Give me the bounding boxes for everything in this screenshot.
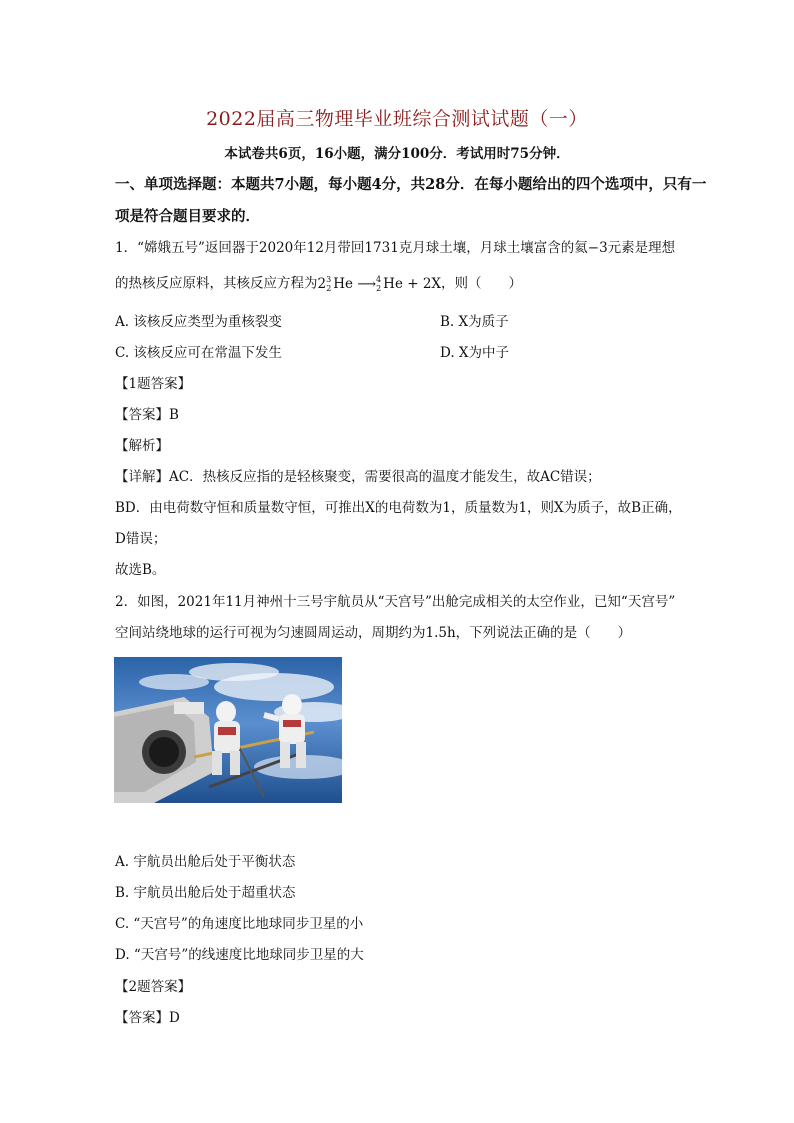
q2-stem-line1: 2．如图，2021年11月神州十三号宇航员从“天宫号”出舱完成相关的太空作业，已知“天宫号” <box>115 594 676 610</box>
q1-equation: $2^3_2$ He ⟶$^4_2$ He + 2X <box>317 275 442 294</box>
q1-option-c: C. 该核反应可在常温下发生 <box>115 345 282 361</box>
exam-info: 本试卷共6页，16小题，满分100分．考试用时75分钟． <box>224 146 570 162</box>
q2-option-b: B. 宇航员出舱后处于超重状态 <box>115 885 296 901</box>
q2-option-d: D. “天宫号”的线速度比地球同步卫星的大 <box>115 947 364 963</box>
q1-stem-line2 <box>115 270 522 299</box>
q2-option-c: C. “天宫号”的角速度比地球同步卫星的小 <box>115 916 364 932</box>
q1-detail-line3: D错误； <box>115 531 167 547</box>
q1-stem-line1: 1．“嫦娥五号”返回器于2020年12月带回1731克月球土壤，月球土壤富含的氦−3元素是理想 <box>115 240 676 256</box>
page-title: 2022届高三物理毕业班综合测试试题（一） <box>206 108 588 130</box>
q1-conclusion: 故选B。 <box>115 562 166 578</box>
q1-option-b: B. X为质子 <box>440 314 509 330</box>
q1-option-a: A. 该核反应类型为重核裂变 <box>115 314 282 330</box>
q2-option-a: A. 宇航员出舱后处于平衡状态 <box>115 854 296 870</box>
astronaut-spacewalk-image <box>114 657 342 803</box>
q1-answer-tag: 【1题答案】 <box>115 376 192 392</box>
section-heading-line2: 项是符合题目要求的． <box>115 208 260 225</box>
q2-answer: 【答案】D <box>115 1010 180 1026</box>
q1-stem-suffix: ，则（ ） <box>441 275 523 292</box>
q1-option-d: D. X为中子 <box>440 345 510 361</box>
section-heading-line1: 一、单项选择题：本题共7小题，每小题4分，共28分．在每小题给出的四个选项中，只有一 <box>115 176 707 193</box>
q2-answer-tag: 【2题答案】 <box>115 979 192 995</box>
q2-stem-line2: 空间站绕地球的运行可视为匀速圆周运动，周期约为1.5h，下列说法正确的是（ ） <box>115 625 632 641</box>
q1-detail-line2: BD．由电荷数守恒和质量数守恒，可推出X的电荷数为1，质量数为1，则X为质子，故B正确， <box>115 500 682 516</box>
q1-answer: 【答案】B <box>115 407 179 423</box>
q1-stem-prefix: 的热核反应原料，其核反应方程为 <box>115 275 318 292</box>
q1-detail-line1: 【详解】AC．热核反应指的是轻核聚变，需要很高的温度才能发生，故AC错误； <box>115 469 601 485</box>
q1-analysis-tag: 【解析】 <box>115 438 169 454</box>
